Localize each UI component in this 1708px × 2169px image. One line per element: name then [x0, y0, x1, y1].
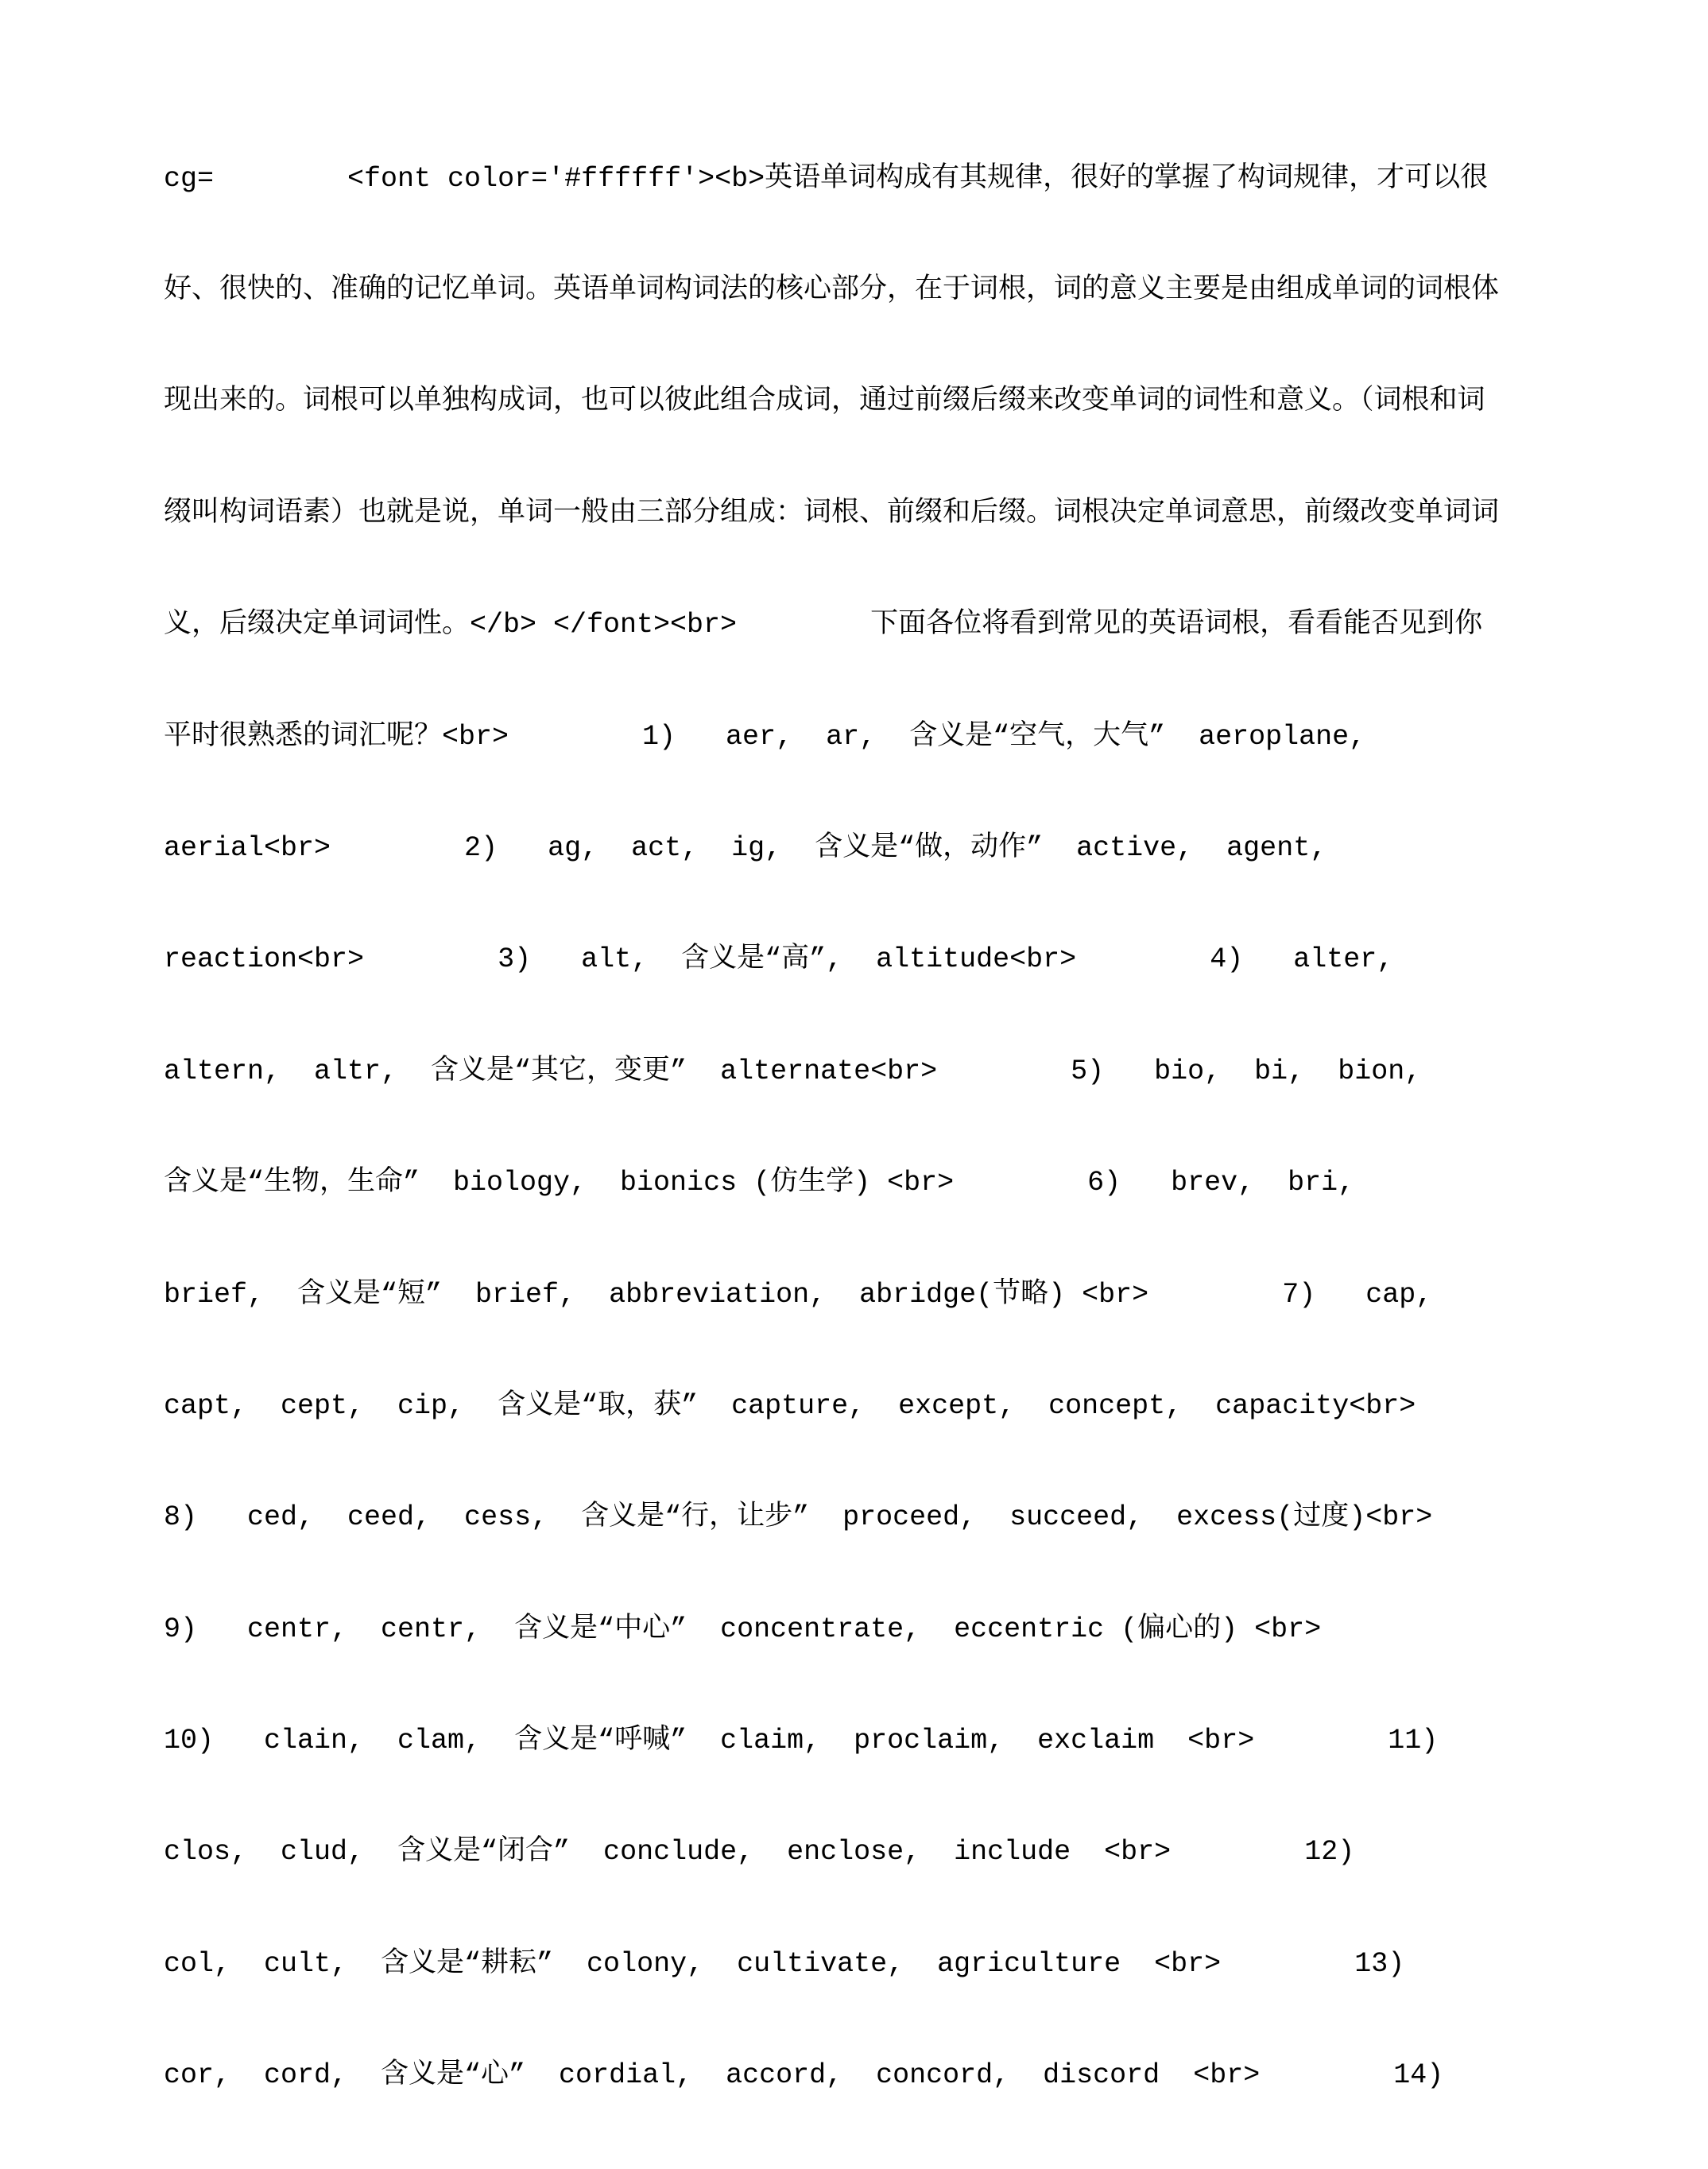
text-line: 缀叫构词语素）也就是说，单词一般由三部分组成：词根、前缀和后缀。词根决定单词意思，前缀改变单词词 — [164, 497, 1500, 529]
text-line: capt, cept, cip, 含义是“取，获” capture, except, concept, capacity<br> — [164, 1389, 1416, 1422]
document-body — [164, 86, 1563, 2169]
text-line: cg= <font color='#ffffff'><b>英语单词构成有其规律，很好的掌握了构词规律，才可以很 — [164, 162, 1489, 195]
text-line: aerial<br> 2) ag, act, ig, 含义是“做，动作” active, agent, — [164, 831, 1327, 864]
text-line: 9) centr, centr, 含义是“中心” concentrate, eccentric (偏心的) <br> — [164, 1613, 1322, 1645]
text-line: 8) ced, ceed, cess, 含义是“行，让步” proceed, succeed, excess(过度)<br> — [164, 1501, 1433, 1534]
text-line: col, cult, 含义是“耕耘” colony, cultivate, agriculture <br> 13) — [164, 1947, 1405, 1980]
text-line: clos, clud, 含义是“闭合” conclude, enclose, include <br> 12) — [164, 1836, 1355, 1869]
text-line: 平时很熟悉的词汇呢？<br> 1) aer, ar, 含义是“空气，大气” aeroplane, — [164, 720, 1366, 753]
text-line: 10) clain, clam, 含义是“呼喊” claim, proclaim, exclaim <br> 11) — [164, 1725, 1439, 1757]
text-line: cor, cord, 含义是“心” cordial, accord, concord, discord <br> 14) — [164, 2059, 1444, 2092]
text-line: 现出来的。词根可以单独构成词，也可以彼此组合成词，通过前缀后缀来改变单词的词性和意义。（词根和词 — [164, 385, 1485, 418]
text-line: reaction<br> 3) alt, 含义是“高”, altitude<br> 4) alter, — [164, 943, 1394, 976]
text-line: 好、很快的、准确的记忆单词。英语单词构词法的核心部分，在于词根，词的意义主要是由组成单词的词根体 — [164, 273, 1500, 306]
text-line: brief, 含义是“短” brief, abbreviation, abridge(节略) <br> 7) cap, — [164, 1278, 1433, 1311]
text-line: 义，后缀决定单词词性。</b> </font><br> 下面各位将看到常见的英语词根，看看能否见到你 — [164, 609, 1483, 641]
text-line: altern, altr, 含义是“其它，变更” alternate<br> 5) bio, bi, bion, — [164, 1055, 1422, 1087]
text-line: 含义是“生物，生命” biology, bionics (仿生学) <br> 6) brev, bri, — [164, 1167, 1355, 1199]
